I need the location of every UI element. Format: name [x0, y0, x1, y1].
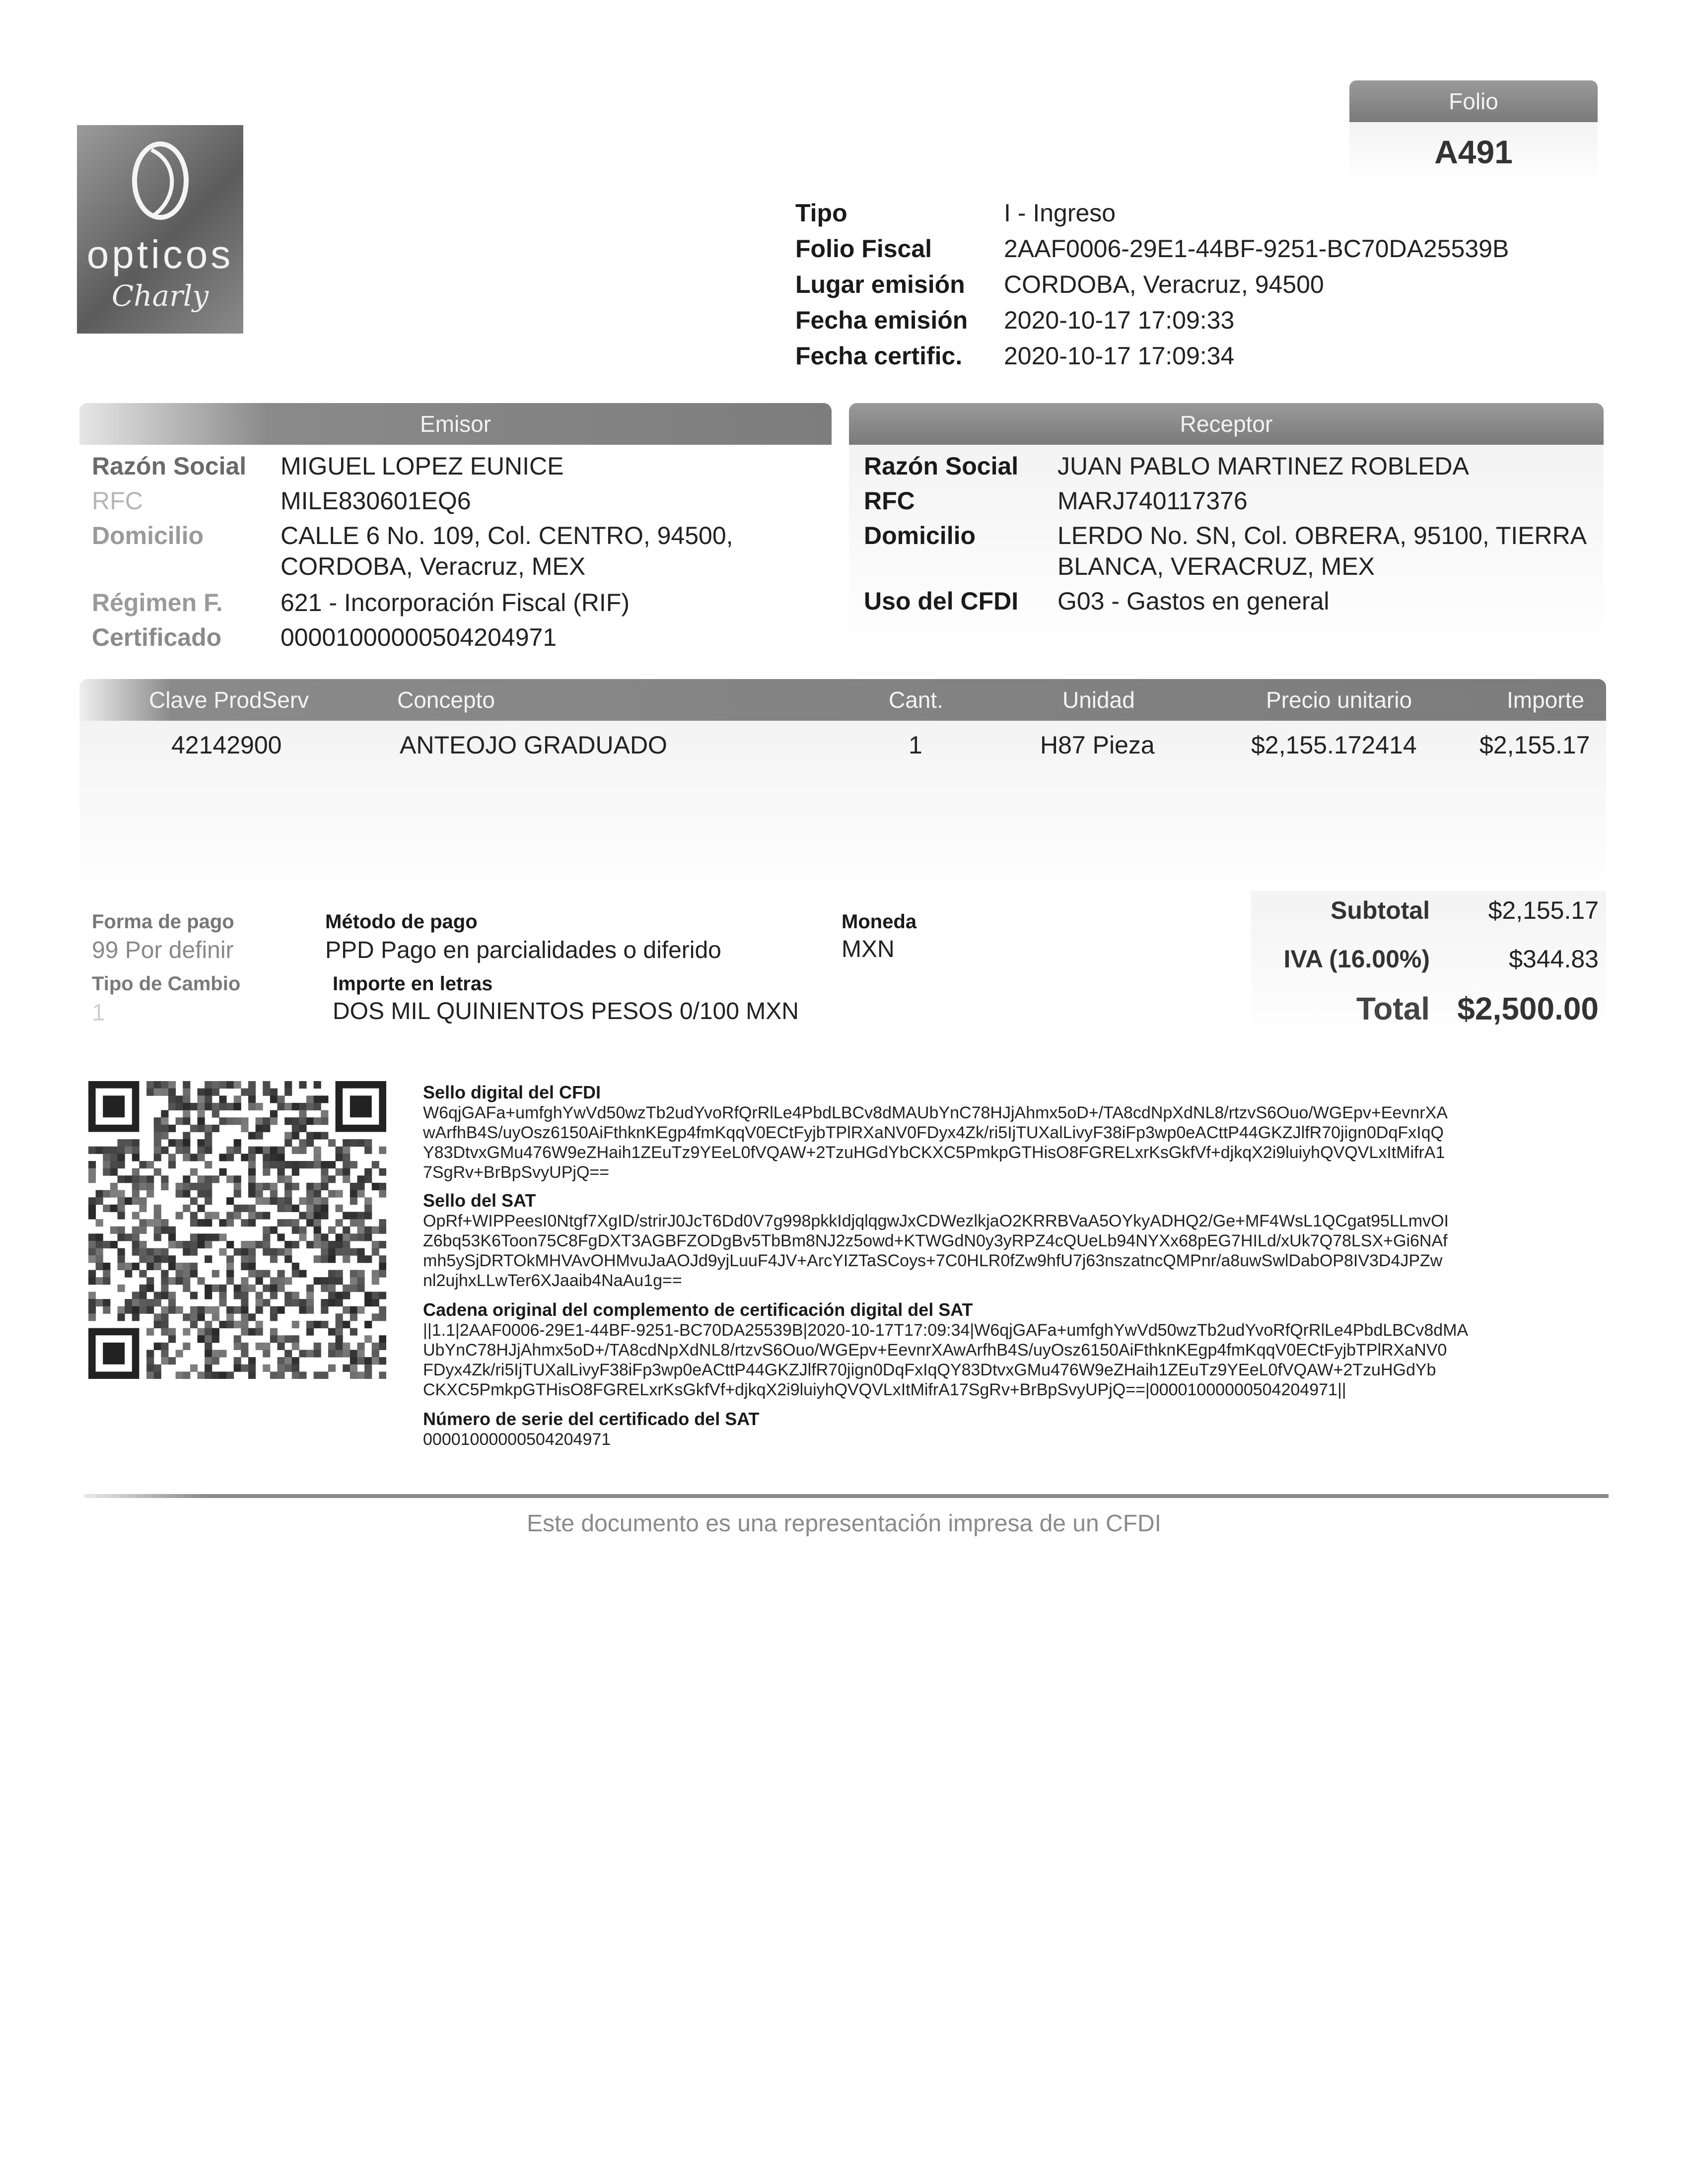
iva-label: IVA (16.00%) — [1283, 945, 1430, 973]
totals-section — [1251, 896, 1599, 1040]
moneda-value: MXN — [842, 936, 895, 962]
emisor-value-razon: MIGUEL LOPEZ EUNICE — [281, 452, 564, 480]
seals-section — [423, 1082, 1610, 1469]
cadena-line: ||1.1|2AAF0006-29E1-44BF-9251-BC70DA25539B|2020-10-17T17:09:34|W6qjGAFa+umfghYwVd50wzTb2udYvoRfQrRlLe4PbdLBCv8dMA — [423, 1321, 1469, 1340]
emisor-value-domicilio: CALLE 6 No. 109, Col. CENTRO, 94500, — [281, 522, 733, 549]
info-value: 2020-10-17 17:09:34 — [1004, 342, 1235, 370]
emisor-value-domicilio-line2: CORDOBA, Veracruz, MEX — [281, 552, 586, 580]
emisor-label-razon: Razón Social — [92, 452, 247, 480]
forma-pago-label: Forma de pago — [92, 911, 234, 933]
col-header-clave: Clave ProdServ — [149, 687, 309, 713]
iva-value: $344.83 — [1509, 945, 1599, 973]
info-value: 2AAF0006-29E1-44BF-9251-BC70DA25539B — [1004, 235, 1509, 263]
emisor-label-rfc: RFC — [92, 487, 143, 515]
emisor-label-certificado: Certificado — [92, 623, 222, 651]
info-row-fecha-emision — [795, 306, 1590, 341]
emisor-value-rfc: MILE830601EQ6 — [281, 487, 471, 515]
sello-sat-line: Z6bq53K6Toon75C8FgDXT3AGBFZODgBv5TbBm8NJ2z5owd+KTWGdN0y3yRPZ4cQUeLb94NYXx68pEG7HILd/xUk7Q78LSX+Gi6NAf — [423, 1231, 1448, 1250]
cell-clave: 42142900 — [171, 731, 282, 759]
total-value: $2,500.00 — [1457, 991, 1599, 1026]
cell-concepto: ANTEOJO GRADUADO — [400, 731, 667, 759]
moneda-label: Moneda — [842, 911, 917, 933]
receptor-value-rfc: MARJ740117376 — [1057, 487, 1248, 515]
receptor-value-domicilio-line2: BLANCA, VERACRUZ, MEX — [1057, 552, 1375, 580]
footer-divider — [84, 1494, 1609, 1498]
col-header-precio: Precio unitario — [1266, 687, 1412, 713]
numero-serie-value: 00001000000504204971 — [423, 1430, 611, 1449]
cell-unidad: H87 Pieza — [1040, 731, 1155, 759]
metodo-pago-label: Método de pago — [325, 911, 478, 933]
tipo-cambio-label: Tipo de Cambio — [92, 973, 241, 995]
info-row-tipo — [795, 199, 1590, 234]
sello-cfdi-label: Sello digital del CFDI — [423, 1082, 601, 1102]
folio-value: A491 — [1434, 134, 1513, 170]
receptor-value-uso: G03 - Gastos en general — [1057, 587, 1330, 615]
receptor-label-rfc: RFC — [864, 487, 915, 515]
info-label: Fecha certific. — [795, 342, 963, 370]
importe-letras-value: DOS MIL QUINIENTOS PESOS 0/100 MXN — [333, 998, 799, 1024]
sello-sat-line: nl2ujhxLLwTer6XJaaib4NaAu1g== — [423, 1271, 682, 1290]
cadena-line: UbYnC78HJjAhmx5oD+/TA8cdNpXdNL8/rtzvS6Ouo/WGEpv+EevnrXAwArfhB4S/uyOsz6150AiFthknKEgp4fmKqqV0ECtFyjbTPlRXaNV0 — [423, 1341, 1447, 1360]
info-label: Fecha emisión — [795, 306, 968, 334]
info-value: 2020-10-17 17:09:33 — [1004, 306, 1235, 334]
sello-sat-label: Sello del SAT — [423, 1190, 536, 1211]
emisor-header — [79, 403, 832, 445]
sello-cfdi-line: 7SgRv+BrBpSvyUPjQ== — [423, 1163, 610, 1182]
cadena-line: CKXC5PmkpGTHisO8FGRELxrKsGkfVf+djkqX2i9luiyhQVQVLxItMifrA17SgRv+BrBpSvyUPjQ==|00001000000504204971|| — [423, 1380, 1346, 1399]
emisor-label-domicilio: Domicilio — [92, 522, 204, 549]
emisor-value-regimen: 621 - Incorporación Fiscal (RIF) — [281, 589, 630, 616]
cell-importe: $2,155.17 — [1479, 731, 1590, 759]
table-row — [79, 731, 1606, 765]
numero-serie-label: Número de serie del certificado del SAT — [423, 1409, 760, 1429]
subtotal-value: $2,155.17 — [1488, 896, 1599, 924]
forma-pago-value: 99 Por definir — [92, 937, 234, 963]
sello-cfdi-line: wArfhB4S/uyOsz6150AiFthknKEgp4fmKqqV0ECtFyjbTPlRXaNV0FDyx4Zk/ri5IjTUXalLivyF38iFp3wp0eACttP44GKZJlfR70jign0DqFxIqQ — [423, 1123, 1444, 1142]
info-row-fecha-certific — [795, 341, 1590, 377]
metodo-pago-value: PPD Pago en parcialidades o diferido — [325, 937, 721, 963]
receptor-header — [849, 403, 1604, 445]
sello-sat-line: mh5ySjDRTOkMHVAvOHMvuJaAOJd9yjLuuF4JV+ArcYIZTaSCoys+7C0HLR0fZw9hfU7j63nszatncQMPnr/a8uwSwlDabOP8IV3D4JPZw — [423, 1251, 1443, 1270]
total-label: Total — [1356, 991, 1430, 1026]
importe-letras-label: Importe en letras — [333, 973, 493, 995]
payment-section — [92, 911, 961, 1040]
cell-precio: $2,155.172414 — [1251, 731, 1417, 759]
info-row-lugar — [795, 270, 1590, 306]
qr-code — [88, 1081, 386, 1379]
receptor-title: Receptor — [1180, 411, 1273, 437]
footer-note: Este documento es una representación impresa de un CFDI — [526, 1510, 1162, 1537]
receptor-label-uso: Uso del CFDI — [864, 587, 1019, 615]
receptor-value-domicilio: LERDO No. SN, Col. OBRERA, 95100, TIERRA — [1057, 522, 1587, 549]
info-value: I - Ingreso — [1004, 199, 1116, 227]
tipo-cambio-value: 1 — [92, 1000, 105, 1026]
info-label: Lugar emisión — [795, 271, 965, 298]
col-header-unidad: Unidad — [1062, 687, 1135, 713]
folio-label: Folio — [1449, 88, 1498, 114]
info-row-folio-fiscal — [795, 234, 1590, 270]
receptor-label-razon: Razón Social — [864, 452, 1019, 480]
cadena-original-label: Cadena original del complemento de certificación digital del SAT — [423, 1299, 973, 1320]
qr-code-icon — [88, 1081, 386, 1379]
company-logo — [77, 125, 243, 334]
receptor-label-domicilio: Domicilio — [864, 522, 976, 549]
cell-cant: 1 — [909, 731, 922, 759]
info-label: Folio Fiscal — [795, 235, 932, 263]
folio-header — [1349, 80, 1598, 122]
logo-brand-text: opticos — [86, 232, 234, 276]
cadena-line: FDyx4Zk/ri5IjTUXalLivyF38iFp3wp0eACttP44GKZJlfR70jign0DqFxIqQY83DtvxGMu476W9eZHaih1ZEuTz9YEeL0fVQAW+2TzuHGdYb — [423, 1361, 1436, 1379]
sello-sat-line: OpRf+WIPPeesI0Ntgf7XgID/strirJ0JcT6Dd0V7g998pkkIdjqlqgwJxCDWezlkjaO2KRRBVaA5OYkyADHQ2/Ge+MF4WsL1QCgat95LLmvOI — [423, 1212, 1449, 1230]
emisor-title: Emisor — [420, 411, 492, 437]
col-header-cant: Cant. — [889, 687, 943, 713]
col-header-importe: Importe — [1507, 687, 1584, 713]
info-value: CORDOBA, Veracruz, 94500 — [1004, 271, 1324, 298]
col-header-concepto: Concepto — [397, 687, 495, 713]
emisor-label-regimen: Régimen F. — [92, 589, 223, 616]
sello-cfdi-line: W6qjGAFa+umfghYwVd50wzTb2udYvoRfQrRlLe4PbdLBCv8dMAUbYnC78HJjAhmx5oD+/TA8cdNpXdNL8/rtzvS6Ouo/WGEpv+EevnrXA — [423, 1103, 1448, 1122]
info-label: Tipo — [795, 199, 847, 227]
receptor-value-razon: JUAN PABLO MARTINEZ ROBLEDA — [1057, 452, 1469, 480]
emisor-value-certificado: 00001000000504204971 — [281, 623, 557, 651]
subtotal-label: Subtotal — [1331, 896, 1430, 924]
logo-script-text: Charly — [111, 279, 209, 313]
sello-cfdi-line: Y83DtvxGMu476W9eZHaih1ZEuTz9YEeL0fVQAW+2TzuHGdYbCKXC5PmkpGTHisO8FGRELxrKsGkfVf+djkqX2i9luiyhQVQVLxItMifrA1 — [423, 1143, 1445, 1162]
